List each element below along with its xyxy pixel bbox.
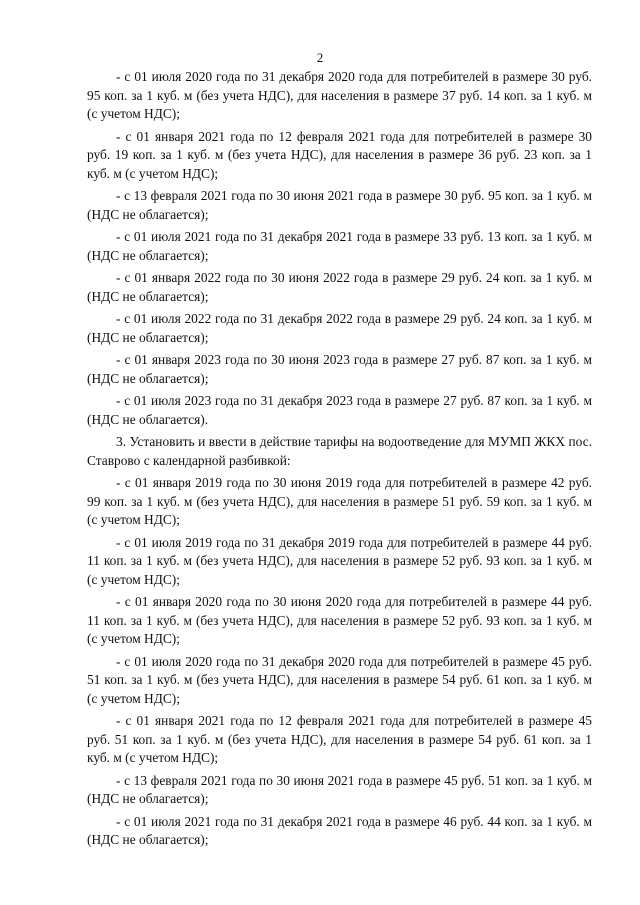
document-body	[87, 68, 592, 854]
tariff-paragraph: - с 01 января 2023 года по 30 июня 2023 года в размере 27 руб. 87 коп. за 1 куб. м (НДС не облагается);	[87, 352, 592, 386]
tariff-paragraph: - с 01 июля 2019 года по 31 декабря 2019 года для потребителей в размере 44 руб. 11 коп. за 1 куб. м (без учета НДС), для населения в размере 52 руб. 93 коп. за 1 куб. м (с учетом НДС);	[87, 534, 592, 587]
tariff-paragraph: - с 13 февраля 2021 года по 30 июня 2021 года в размере 45 руб. 51 коп. за 1 куб. м (НДС не облагается);	[87, 772, 592, 806]
page-number: 2	[316, 50, 324, 65]
tariff-paragraph: - с 01 июля 2020 года по 31 декабря 2020 года для потребителей в размере 45 руб. 51 коп. за 1 куб. м (без учета НДС), для населения в размере 54 руб. 61 коп. за 1 куб. м (с учетом НДС);	[87, 653, 592, 706]
tariff-paragraph: - с 13 февраля 2021 года по 30 июня 2021 года в размере 30 руб. 95 коп. за 1 куб. м (НДС не облагается);	[87, 188, 592, 222]
tariff-paragraph: - с 01 июля 2023 года по 31 декабря 2023 года в размере 27 руб. 87 коп. за 1 куб. м (НДС не облагается).	[87, 393, 592, 427]
tariff-paragraph: - с 01 января 2020 года по 30 июня 2020 года для потребителей в размере 44 руб. 11 коп. за 1 куб. м (без учета НДС), для населения в размере 52 руб. 93 коп. за 1 куб. м (с учетом НДС);	[87, 594, 592, 646]
tariff-paragraph: - с 01 января 2022 года по 30 июня 2022 года в размере 29 руб. 24 коп. за 1 куб. м (НДС не облагается);	[87, 270, 592, 304]
tariff-paragraph: - с 01 июля 2022 года по 31 декабря 2022 года в размере 29 руб. 24 коп. за 1 куб. м (НДС не облагается);	[87, 311, 592, 345]
tariff-paragraph: - с 01 января 2019 года по 30 июня 2019 года для потребителей в размере 42 руб. 99 коп. за 1 куб. м (без учета НДС), для населения в размере 51 руб. 59 коп. за 1 куб. м (с учетом НДС);	[87, 475, 592, 527]
tariff-paragraph: - с 01 июля 2021 года по 31 декабря 2021 года в размере 46 руб. 44 коп. за 1 куб. м (НДС не облагается);	[87, 813, 592, 847]
tariff-paragraph: - с 01 января 2021 года по 12 февраля 2021 года для потребителей в размере 30 руб. 19 коп. за 1 куб. м (без учета НДС), для населения в размере 36 руб. 23 коп. за 1 куб. м (с учетом НДС);	[87, 128, 592, 181]
section-heading-paragraph: 3. Установить и ввести в действие тарифы на водоотведение для МУМП ЖКХ пос. Ставрово с календарной разбивкой:	[87, 434, 592, 468]
tariff-paragraph: - с 01 января 2021 года по 12 февраля 2021 года для потребителей в размере 45 руб. 51 коп. за 1 куб. м (без учета НДС), для населения в размере 54 руб. 61 коп. за 1 куб. м (с учетом НДС);	[87, 713, 592, 765]
tariff-paragraph: - с 01 июля 2020 года по 31 декабря 2020 года для потребителей в размере 30 руб. 95 коп. за 1 куб. м (без учета НДС), для населения в размере 37 руб. 14 коп. за 1 куб. м (с учетом НДС);	[87, 69, 592, 121]
tariff-paragraph: - с 01 июля 2021 года по 31 декабря 2021 года в размере 33 руб. 13 коп. за 1 куб. м (НДС не облагается);	[87, 229, 592, 263]
